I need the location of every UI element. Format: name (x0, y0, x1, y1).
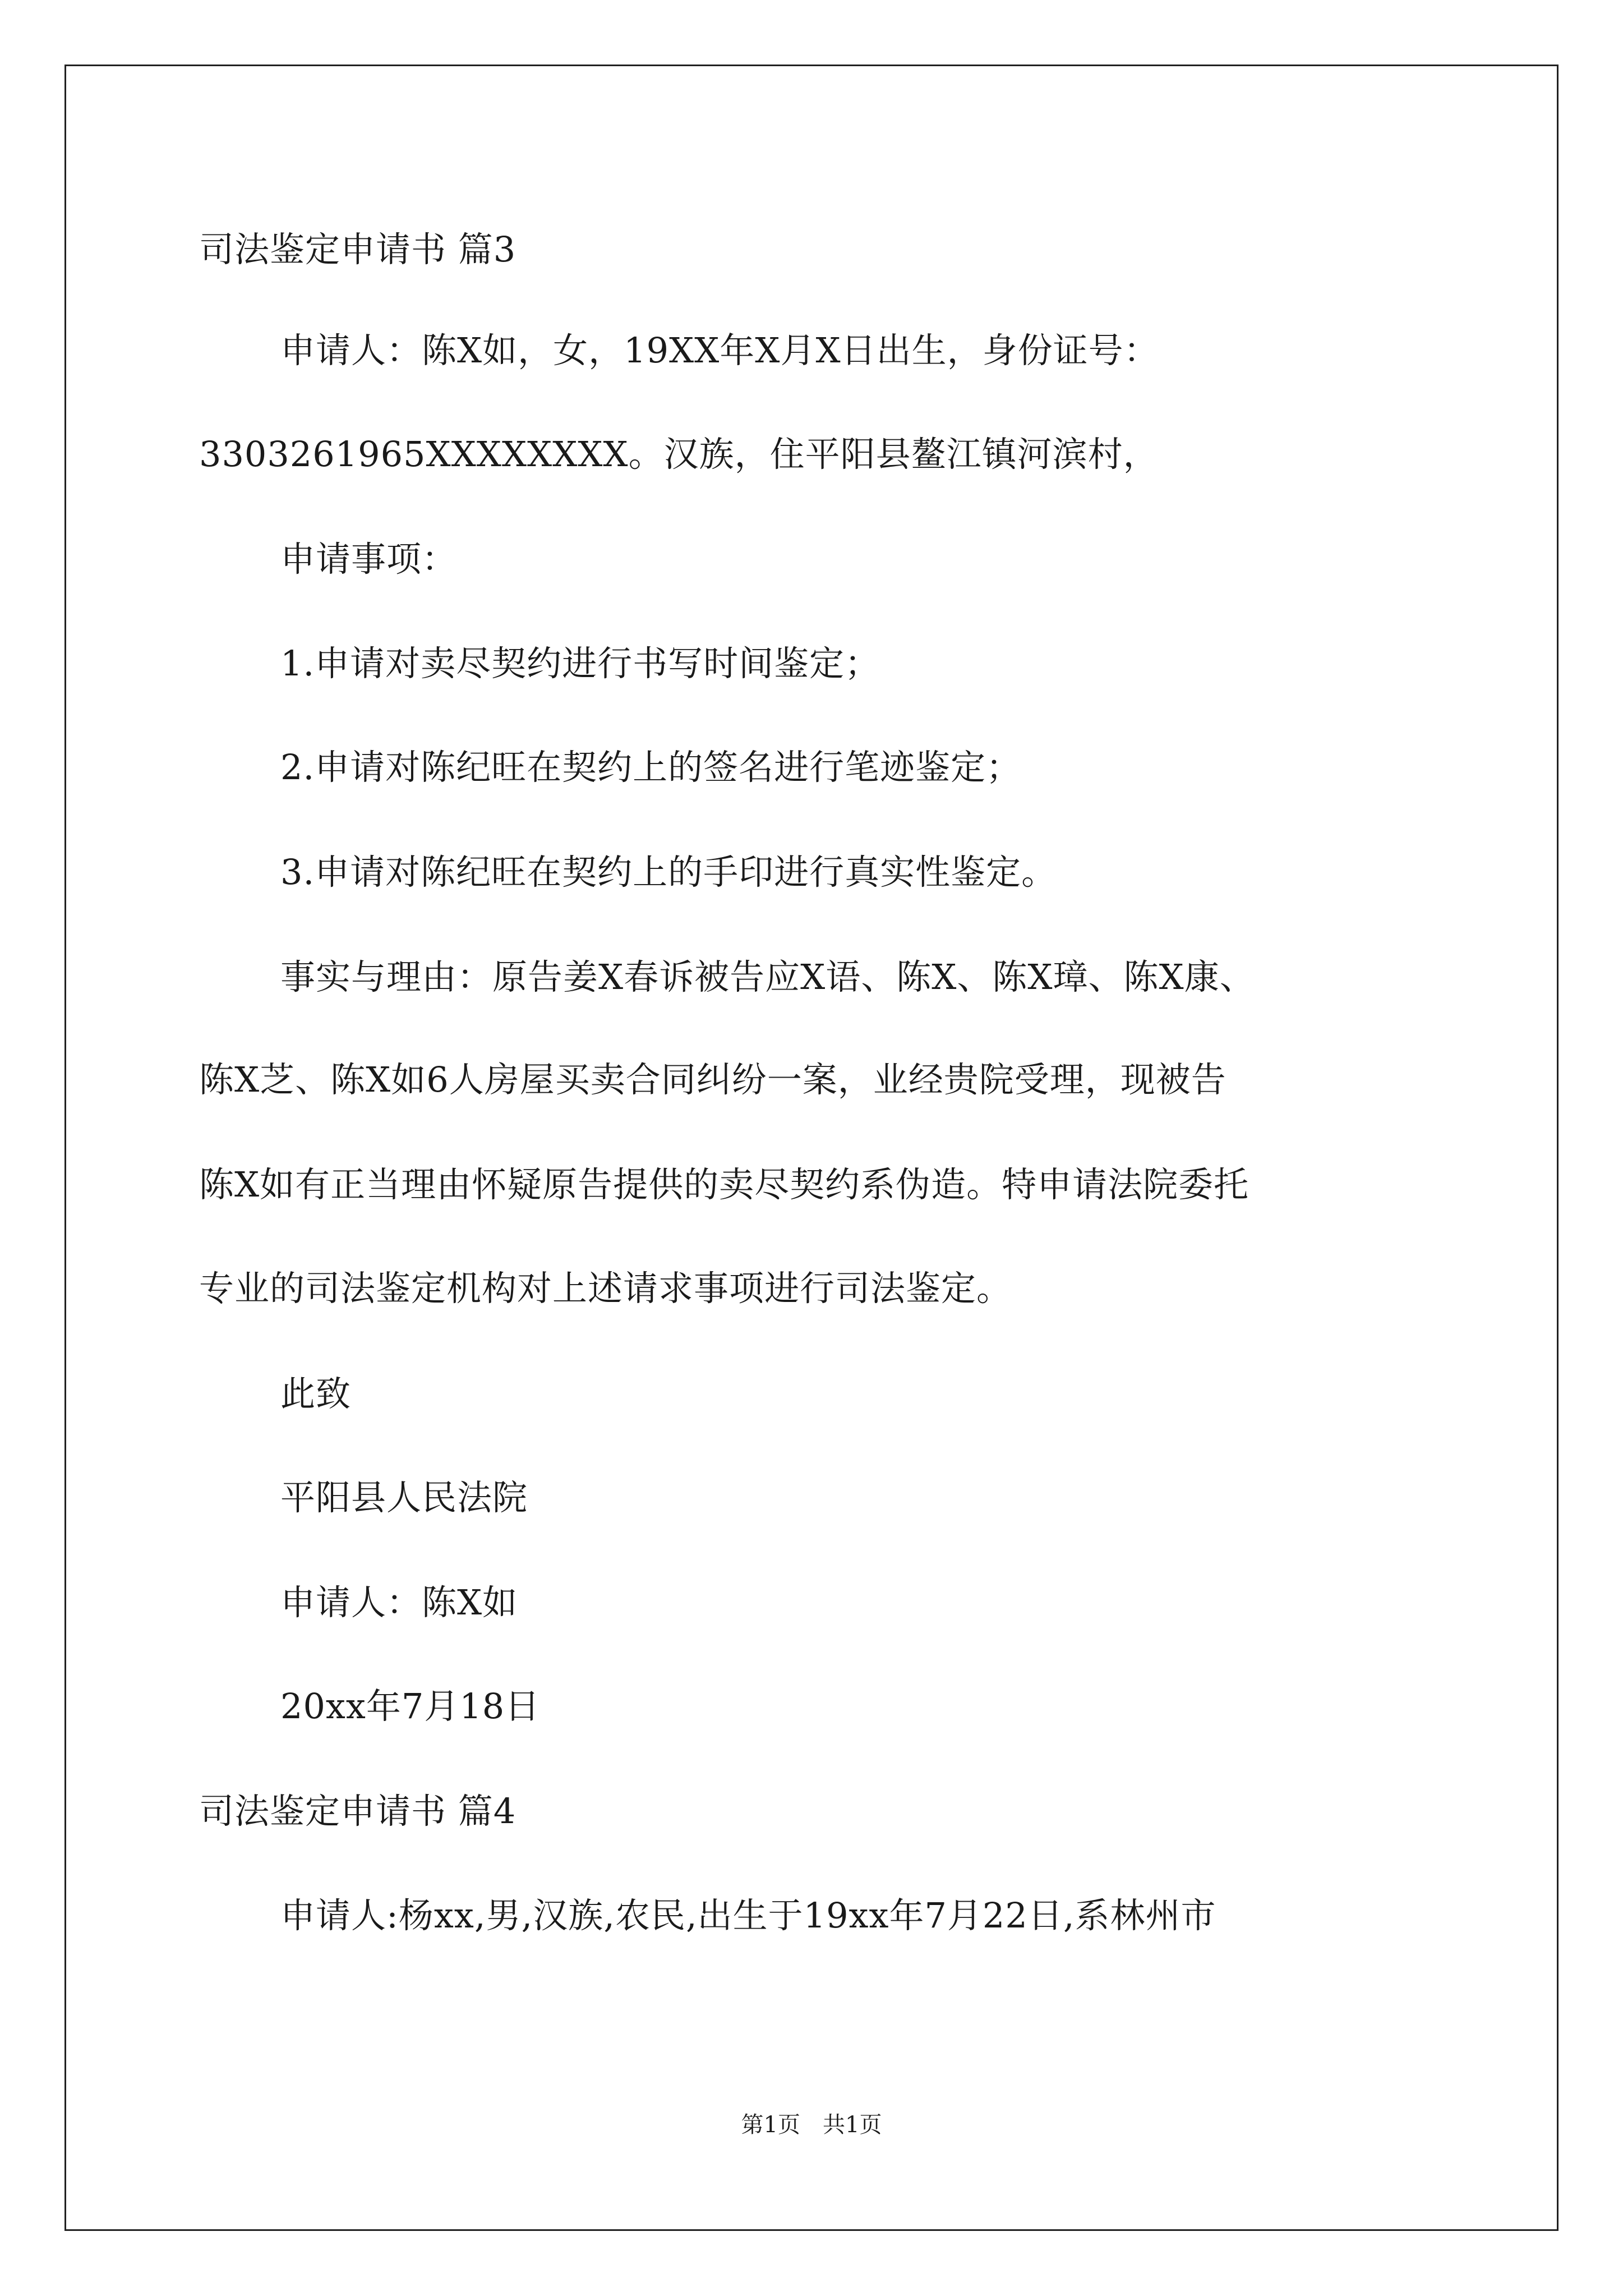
applicant-info-4-line-1: 申请人:杨xx,男,汉族,农民,出生于19xx年7月22日,系林州市 (280, 1895, 1216, 1936)
salutation: 此致 (280, 1373, 352, 1414)
application-date: 20xx年7月18日 (280, 1686, 541, 1727)
facts-line-2: 陈X芝、陈X如6人房屋买卖合同纠纷一案，业经贵院受理，现被告 (199, 1059, 1227, 1100)
court-name: 平阳县人民法院 (280, 1477, 528, 1518)
facts-line-1: 事实与理由：原告姜X春诉被告应X语、陈X、陈X璋、陈X康、 (280, 956, 1255, 997)
applicant-info-line-1: 申请人：陈X如，女，19XX年X月X日出生，身份证号： (280, 330, 1159, 371)
request-item-3: 3.申请对陈纪旺在契约上的手印进行真实性鉴定。 (280, 852, 1057, 892)
page-footer: 第1页 共1页 (741, 2112, 882, 2138)
request-items-title: 申请事项： (280, 539, 458, 579)
applicant-info-line-2: 3303261965XXXXXXXX。汉族，住平阳县鳌江镇河滨村， (199, 434, 1159, 475)
facts-line-3: 陈X如有正当理由怀疑原告提供的卖尽契约系伪造。特申请法院委托 (199, 1164, 1249, 1205)
request-item-1: 1.申请对卖尽契约进行书写时间鉴定； (280, 643, 880, 684)
facts-line-4: 专业的司法鉴定机构对上述请求事项进行司法鉴定。 (199, 1268, 1012, 1309)
applicant-signature: 申请人：陈X如 (280, 1582, 518, 1623)
section-heading-4: 司法鉴定申请书 篇4 (199, 1791, 517, 1832)
section-heading-3: 司法鉴定申请书 篇3 (199, 229, 517, 270)
request-item-2: 2.申请对陈纪旺在契约上的签名进行笔迹鉴定； (280, 747, 1022, 788)
